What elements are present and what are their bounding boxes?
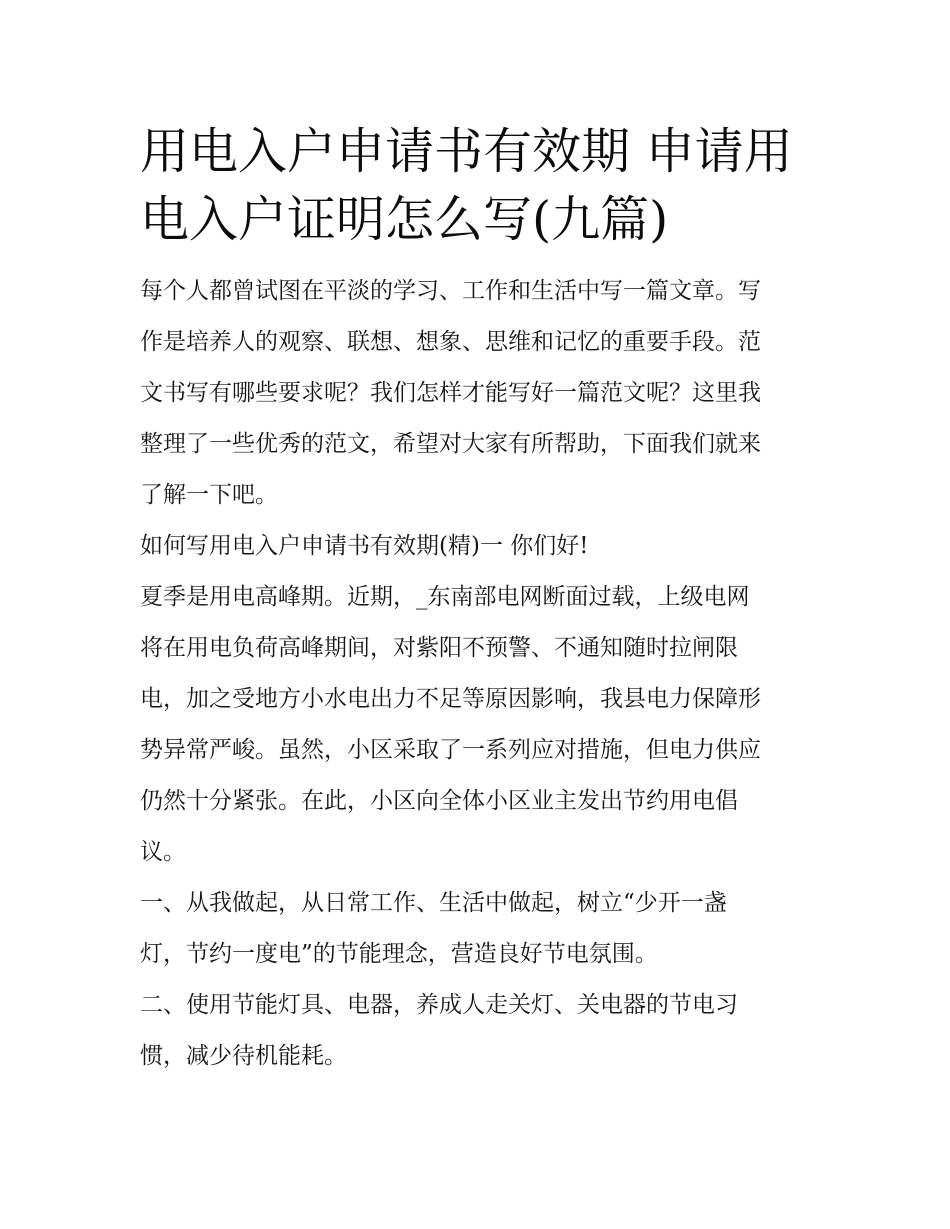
text-line: 电，加之受地方小水电出力不足等原因影响，我县电力保障形 xyxy=(140,686,761,712)
document-body xyxy=(140,118,820,1082)
text-line: 一、从我做起，从日常工作、生活中做起，树立“少开一盏 xyxy=(140,890,727,916)
text-line: 夏季是用电高峰期。近期，_东南部电网断面过载，上级电网 xyxy=(140,584,750,610)
text-line: 每个人都曾试图在平淡的学习、工作和生活中写一篇文章。写 xyxy=(140,278,761,304)
text-line: 二、使用节能灯具、电器，养成人走关灯、关电器的节电习 xyxy=(140,992,738,1018)
text-line: 将在用电负荷高峰期间，对紫阳不预警、不通知随时拉闸限 xyxy=(140,635,738,661)
text-line: 整理了一些优秀的范文，希望对大家有所帮助，下面我们就来 xyxy=(140,431,761,457)
text-line: 议。 xyxy=(140,839,186,865)
title-line: 电入户证明怎么写(九篇) xyxy=(140,191,669,248)
text-line: 势异常严峻。虽然，小区采取了一系列应对措施，但电力供应 xyxy=(140,737,761,763)
text-line: 作是培养人的观察、联想、想象、思维和记忆的重要手段。范 xyxy=(140,329,761,355)
text-line: 如何写用电入户申请书有效期(精)一 你们好! xyxy=(140,533,589,559)
section-heading xyxy=(140,521,820,572)
text-line: 惯，减少待机能耗。 xyxy=(140,1043,347,1069)
list-item-paragraph xyxy=(140,878,820,980)
text-line: 灯，节约一度电”的节能理念，营造良好节电氛围。 xyxy=(140,941,658,967)
text-line: 了解一下吧。 xyxy=(140,482,278,508)
title-line: 用电入户申请书有效期 申请用 xyxy=(140,123,793,180)
text-line: 文书写有哪些要求呢？我们怎样才能写好一篇范文呢？这里我 xyxy=(140,380,761,406)
intro-paragraph xyxy=(140,266,820,521)
text-line: 仍然十分紧张。在此，小区向全体小区业主发出节约用电倡 xyxy=(140,788,738,814)
list-item-paragraph xyxy=(140,980,820,1082)
document-title xyxy=(140,118,820,254)
body-paragraph xyxy=(140,572,820,878)
